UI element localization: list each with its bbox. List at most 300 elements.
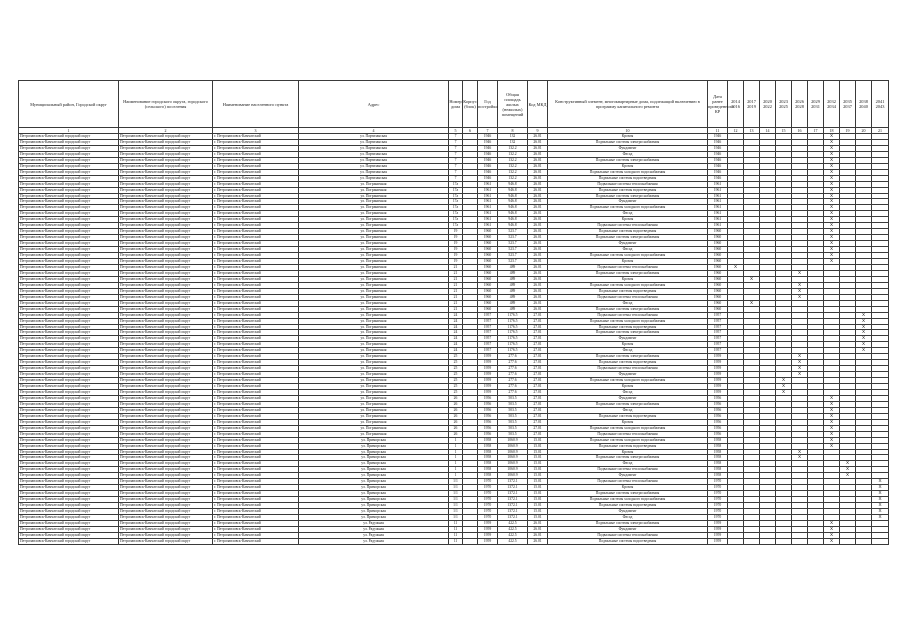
table-cell: 25	[449, 360, 463, 366]
table-cell: 1961	[478, 187, 498, 193]
column-number: 14	[760, 128, 776, 134]
table-cell: Петропавловск-Камчатский городской округ	[19, 330, 119, 336]
table-cell: г. Петропавловск-Камчатский	[213, 294, 299, 300]
table-cell: ул. Пограничная	[299, 324, 449, 330]
column-header: Номер дома	[449, 81, 463, 128]
table-cell: 1956	[708, 425, 728, 431]
table-cell: 1960	[478, 241, 498, 247]
table-cell: 27.01	[528, 425, 548, 431]
table-cell: г. Петропавловск-Камчатский	[213, 360, 299, 366]
table-cell: г. Петропавловск-Камчатский	[213, 276, 299, 282]
table-cell: г. Петропавловск-Камчатский	[213, 473, 299, 479]
table-cell: 277.6	[498, 372, 528, 378]
table-cell: ул. Пограничная	[299, 294, 449, 300]
table-cell: 26.01	[528, 134, 548, 140]
table-cell: 1959	[478, 520, 498, 526]
table-cell: 1/1	[449, 509, 463, 515]
table-cell: ул. Пограничная	[299, 348, 449, 354]
table-cell: 1946	[708, 169, 728, 175]
table-cell: Петропавловск-Камчатский городской округ	[119, 259, 213, 265]
table-cell: 26.01	[528, 175, 548, 181]
table-cell: 7	[449, 175, 463, 181]
table-cell: ул. Радужная	[299, 532, 449, 538]
table-cell: 523.7	[498, 259, 528, 265]
table-cell: 1959	[708, 378, 728, 384]
table-cell: 1372.1	[498, 479, 528, 485]
table-cell: ул. Приморская	[299, 473, 449, 479]
table-cell: 7	[449, 157, 463, 163]
table-cell: 1946	[478, 175, 498, 181]
table-cell: Петропавловск-Камчатский городской округ	[19, 342, 119, 348]
table-cell: Петропавловск-Камчатский городской округ	[19, 259, 119, 265]
table-cell: Кровля	[548, 384, 708, 390]
table-cell: Петропавловск-Камчатский городской округ	[119, 247, 213, 253]
table-cell: 24	[449, 342, 463, 348]
table-cell: ул. Пограничная	[299, 253, 449, 259]
table-cell: Петропавловск-Камчатский городской округ	[19, 205, 119, 211]
table-cell: 25	[449, 389, 463, 395]
schedule-mark-cell: X	[824, 526, 840, 532]
schedule-mark-cell: X	[872, 491, 889, 497]
table-cell: Петропавловск-Камчатский городской округ	[19, 461, 119, 467]
table-cell: 1958	[478, 449, 498, 455]
table-cell: 132.2	[498, 175, 528, 181]
table-cell: Петропавловск-Камчатский городской округ	[19, 312, 119, 318]
column-number: 15	[776, 128, 792, 134]
table-cell: 1959	[708, 360, 728, 366]
table-cell: 26.01	[528, 187, 548, 193]
table-cell: г. Петропавловск-Камчатский	[213, 151, 299, 157]
table-cell: Петропавловск-Камчатский городской округ	[119, 241, 213, 247]
table-cell: Петропавловск-Камчатский городской округ	[119, 437, 213, 443]
table-cell: 1060.9	[498, 467, 528, 473]
table-cell: ул. Приморская	[299, 509, 449, 515]
table-cell: Петропавловск-Камчатский городской округ	[19, 384, 119, 390]
table-cell: Петропавловск-Камчатский городской округ	[119, 199, 213, 205]
schedule-mark-cell: X	[824, 407, 840, 413]
table-cell: 15.01	[528, 515, 548, 521]
table-cell: 15.01	[528, 479, 548, 485]
table-cell: 422.5	[498, 538, 528, 544]
schedule-mark-cell: X	[840, 461, 856, 467]
schedule-mark-cell: X	[824, 235, 840, 241]
table-cell: ул. Пограничная	[299, 181, 449, 187]
table-cell: 15.01	[528, 449, 548, 455]
table-cell: Петропавловск-Камчатский городской округ	[119, 336, 213, 342]
column-number: 3	[213, 128, 299, 134]
table-cell: 946.8	[498, 187, 528, 193]
schedule-mark-cell: X	[824, 193, 840, 199]
schedule-mark-cell: X	[824, 157, 840, 163]
table-cell: 15.01	[528, 437, 548, 443]
table-cell: 489	[498, 288, 528, 294]
schedule-mark-cell: X	[856, 324, 872, 330]
table-cell: 11	[449, 538, 463, 544]
table-cell: ул. Радужная	[299, 526, 449, 532]
column-header: Корпус (блок)	[463, 81, 478, 128]
table-cell: Петропавловск-Камчатский городской округ	[119, 157, 213, 163]
column-number: 8	[498, 128, 528, 134]
table-cell: 946.8	[498, 211, 528, 217]
table-cell: г. Петропавловск-Камчатский	[213, 235, 299, 241]
column-number: 2	[119, 128, 213, 134]
schedule-mark-cell: X	[824, 139, 840, 145]
table-cell: г. Петропавловск-Камчатский	[213, 318, 299, 324]
table-cell: 503.5	[498, 413, 528, 419]
schedule-mark-cell: X	[872, 497, 889, 503]
table-cell: ул. Пограничная	[299, 205, 449, 211]
table-cell: г. Петропавловск-Камчатский	[213, 259, 299, 265]
table-cell: Петропавловск-Камчатский городской округ	[119, 175, 213, 181]
table-cell: 132.2	[498, 151, 528, 157]
table-cell: 25	[449, 354, 463, 360]
table-cell: 27.01	[528, 419, 548, 425]
table-cell: Петропавловск-Камчатский городской округ	[119, 413, 213, 419]
table-cell: 1960	[478, 294, 498, 300]
table-cell: 1957	[708, 324, 728, 330]
table-cell: 27.01	[528, 354, 548, 360]
table-cell: 26.01	[528, 532, 548, 538]
schedule-mark-cell: X	[824, 163, 840, 169]
schedule-mark-cell	[760, 538, 776, 544]
table-cell: Фундамент	[548, 372, 708, 378]
table-cell: 1960	[478, 276, 498, 282]
table-cell: Петропавловск-Камчатский городской округ	[119, 134, 213, 140]
table-cell: 27.01	[528, 372, 548, 378]
table-cell: Подвальные системы электроснабжения	[548, 235, 708, 241]
table-cell: 27.01	[528, 384, 548, 390]
schedule-mark-cell: X	[824, 419, 840, 425]
column-header: 2023 2025	[776, 81, 792, 128]
table-cell: 21	[449, 276, 463, 282]
schedule-mark-cell: X	[824, 437, 840, 443]
table-cell: 1946	[708, 151, 728, 157]
schedule-mark-cell: X	[792, 288, 808, 294]
table-cell: 26	[449, 407, 463, 413]
table-cell: г. Петропавловск-Камчатский	[213, 282, 299, 288]
schedule-mark-cell: X	[792, 455, 808, 461]
table-cell: 1960	[708, 259, 728, 265]
table-cell: ул. Приморская	[299, 461, 449, 467]
table-cell: 1970	[478, 491, 498, 497]
table-cell: Петропавловск-Камчатский городской округ	[119, 211, 213, 217]
table-cell: 26.01	[528, 288, 548, 294]
table-cell: 26.01	[528, 259, 548, 265]
table-cell: Петропавловск-Камчатский городской округ	[19, 479, 119, 485]
table-cell: ул. Приморская	[299, 491, 449, 497]
schedule-mark-cell: X	[824, 175, 840, 181]
table-cell: 24	[449, 324, 463, 330]
schedule-mark-cell: X	[824, 395, 840, 401]
schedule-mark-cell: X	[824, 431, 840, 437]
table-cell: 1956	[478, 431, 498, 437]
table-cell: Петропавловск-Камчатский городской округ	[119, 395, 213, 401]
table-cell: 1176.5	[498, 342, 528, 348]
table-cell: 1/1	[449, 485, 463, 491]
table-cell: 15.01	[528, 503, 548, 509]
table-cell: 26	[449, 431, 463, 437]
table-cell: г. Петропавловск-Камчатский	[213, 223, 299, 229]
table-cell: ул. Пограничная	[299, 413, 449, 419]
schedule-mark-cell	[840, 538, 856, 544]
table-cell: 1956	[708, 401, 728, 407]
table-cell: Петропавловск-Камчатский городской округ	[119, 139, 213, 145]
table-cell: 1957	[478, 312, 498, 318]
schedule-mark-cell: X	[824, 199, 840, 205]
table-cell: ул. Партизанская	[299, 145, 449, 151]
table-cell: Петропавловск-Камчатский городской округ	[119, 503, 213, 509]
table-cell: 1960	[478, 306, 498, 312]
schedule-mark-cell: X	[824, 413, 840, 419]
table-cell: 1060.9	[498, 437, 528, 443]
table-cell: ул. Пограничная	[299, 401, 449, 407]
table-cell: 1	[449, 437, 463, 443]
table-cell: ул. Пограничная	[299, 354, 449, 360]
table-cell: Петропавловск-Камчатский городской округ	[119, 538, 213, 544]
table-cell: 1959	[478, 389, 498, 395]
table-cell: 132.2	[498, 157, 528, 163]
table-cell	[463, 538, 478, 544]
table-cell: Петропавловск-Камчатский городской округ	[119, 354, 213, 360]
table-cell: 1961	[478, 193, 498, 199]
table-cell: Петропавловск-Камчатский городской округ	[119, 169, 213, 175]
table-cell: 15.01	[528, 467, 548, 473]
schedule-mark-cell: X	[776, 384, 792, 390]
column-number: 20	[856, 128, 872, 134]
table-cell: 1970	[708, 479, 728, 485]
table-cell: 1958	[478, 443, 498, 449]
table-cell: ул. Пограничная	[299, 395, 449, 401]
table-cell: г. Петропавловск-Камчатский	[213, 288, 299, 294]
table-cell: 946.8	[498, 181, 528, 187]
table-cell: Подвальные системы электроснабжения	[548, 491, 708, 497]
table-cell: 1956	[478, 407, 498, 413]
table-cell: ул. Пограничная	[299, 229, 449, 235]
column-header: 2026 2028	[792, 81, 808, 128]
table-cell: г. Петропавловск-Камчатский	[213, 401, 299, 407]
table-cell: Петропавловск-Камчатский городской округ	[19, 449, 119, 455]
table-cell: 26.01	[528, 217, 548, 223]
table-cell: г. Петропавловск-Камчатский	[213, 306, 299, 312]
table-cell: Петропавловск-Камчатский городской округ	[119, 151, 213, 157]
column-header: 2035 2037	[840, 81, 856, 128]
table-cell: г. Петропавловск-Камчатский	[213, 407, 299, 413]
table-cell: 21	[449, 288, 463, 294]
column-number: 19	[840, 128, 856, 134]
table-cell: г. Петропавловск-Камчатский	[213, 354, 299, 360]
table-cell: 1961	[708, 181, 728, 187]
schedule-mark-cell: X	[824, 187, 840, 193]
table-cell: ул. Приморская	[299, 455, 449, 461]
table-cell: Петропавловск-Камчатский городской округ	[19, 503, 119, 509]
table-cell: Фундамент	[548, 145, 708, 151]
table-cell: Фундамент	[548, 509, 708, 515]
table-cell: ул. Пограничная	[299, 431, 449, 437]
schedule-mark-cell: X	[792, 282, 808, 288]
table-cell: 26.01	[528, 526, 548, 532]
table-cell: 17а	[449, 193, 463, 199]
table-cell: 25	[449, 384, 463, 390]
table-cell: Подвальные системы холодного водоснабжения	[548, 169, 708, 175]
table-cell: Петропавловск-Камчатский городской округ	[19, 437, 119, 443]
table-cell: ул. Пограничная	[299, 282, 449, 288]
table-cell: 1	[449, 449, 463, 455]
table-cell: 1970	[708, 515, 728, 521]
table-cell: 277.6	[498, 366, 528, 372]
table-cell: Подвальные системы теплоснабжения	[548, 366, 708, 372]
table-cell: 1958	[708, 473, 728, 479]
table-cell: 26	[449, 419, 463, 425]
table-cell: 1961	[478, 211, 498, 217]
table-cell: 946.8	[498, 217, 528, 223]
schedule-mark-cell	[728, 538, 744, 544]
table-cell: 1372.1	[498, 509, 528, 515]
table-cell: 26.01	[528, 241, 548, 247]
schedule-mark-cell: X	[792, 294, 808, 300]
table-cell: Петропавловск-Камчатский городской округ	[119, 342, 213, 348]
table-cell: 1957	[708, 348, 728, 354]
table-cell: 1957	[708, 312, 728, 318]
table-cell: 26.01	[528, 151, 548, 157]
schedule-mark-cell: X	[824, 217, 840, 223]
table-cell: 26.01	[528, 235, 548, 241]
table-cell: г. Петропавловск-Камчатский	[213, 270, 299, 276]
schedule-mark-cell: X	[856, 336, 872, 342]
schedule-mark-cell: X	[824, 247, 840, 253]
table-cell: 19	[449, 235, 463, 241]
table-cell: ул. Пограничная	[299, 312, 449, 318]
table-cell: 503.5	[498, 419, 528, 425]
schedule-mark-cell: X	[824, 520, 840, 526]
table-cell: 1970	[478, 509, 498, 515]
table-cell: 15.01	[528, 491, 548, 497]
table-cell: Кровля	[548, 217, 708, 223]
table-cell: 1959	[708, 354, 728, 360]
table-cell: Петропавловск-Камчатский городской округ	[19, 401, 119, 407]
table-cell: 15.01	[528, 497, 548, 503]
table-cell: 1	[449, 461, 463, 467]
table-cell: г. Петропавловск-Камчатский	[213, 324, 299, 330]
table-cell: 1	[449, 473, 463, 479]
table-cell: 132.2	[498, 145, 528, 151]
table-cell: 1959	[478, 378, 498, 384]
table-cell: 15.01	[528, 461, 548, 467]
table-cell: Петропавловск-Камчатский городской округ	[119, 449, 213, 455]
table-cell: Петропавловск-Камчатский городской округ	[19, 389, 119, 395]
column-number: 10	[548, 128, 708, 134]
table-cell: ул. Пограничная	[299, 235, 449, 241]
table-cell: Подвальные системы холодного водоснабжения	[548, 205, 708, 211]
table-cell: 1959	[478, 366, 498, 372]
table-cell: Петропавловск-Камчатский городской округ	[119, 306, 213, 312]
table-cell: 27.01	[528, 360, 548, 366]
table-cell: г. Петропавловск-Камчатский	[213, 395, 299, 401]
table-cell: 1060.9	[498, 473, 528, 479]
table-cell: 1970	[708, 497, 728, 503]
table-cell: Петропавловск-Камчатский городской округ	[19, 467, 119, 473]
table-cell: 27.01	[528, 330, 548, 336]
table-cell: 489	[498, 306, 528, 312]
table-cell: г. Петропавловск-Камчатский	[213, 461, 299, 467]
table-cell: 15.01	[528, 485, 548, 491]
table-cell: г. Петропавловск-Камчатский	[213, 163, 299, 169]
table-cell: Петропавловск-Камчатский городской округ	[119, 389, 213, 395]
table-cell: ул. Пограничная	[299, 241, 449, 247]
table-cell: Петропавловск-Камчатский городской округ	[19, 163, 119, 169]
table-cell: Кровля	[548, 485, 708, 491]
table-cell: Фасад	[548, 151, 708, 157]
table-cell: 1	[449, 467, 463, 473]
table-cell: 523.7	[498, 253, 528, 259]
table-cell: Петропавловск-Камчатский городской округ	[19, 288, 119, 294]
column-number: 16	[792, 128, 808, 134]
schedule-mark-cell: X	[824, 425, 840, 431]
table-cell: 422.5	[498, 520, 528, 526]
table-cell: Фасад	[548, 407, 708, 413]
table-cell: 132	[498, 134, 528, 140]
table-cell: Петропавловск-Камчатский городской округ	[19, 187, 119, 193]
table-cell: 19	[449, 259, 463, 265]
table-cell: 1946	[478, 169, 498, 175]
table-cell: Подвальные системы электроснабжения	[548, 139, 708, 145]
schedule-mark-cell: X	[856, 330, 872, 336]
table-cell: 26.01	[528, 247, 548, 253]
table-cell: Петропавловск-Камчатский городской округ	[119, 509, 213, 515]
table-cell: ул. Партизанская	[299, 134, 449, 140]
schedule-mark-cell: X	[776, 378, 792, 384]
table-cell: 17а	[449, 199, 463, 205]
table-cell: 422.5	[498, 532, 528, 538]
table-cell: 1957	[478, 324, 498, 330]
table-cell: Фундамент	[548, 473, 708, 479]
table-cell: Петропавловск-Камчатский городской округ	[19, 270, 119, 276]
table-cell: Подвальные системы холодного водоснабжения	[548, 378, 708, 384]
table-cell: г. Петропавловск-Камчатский	[213, 175, 299, 181]
table-cell: г. Петропавловск-Камчатский	[213, 157, 299, 163]
table-cell: г. Петропавловск-Камчатский	[213, 217, 299, 223]
table-cell: 1958	[708, 443, 728, 449]
table-cell: 1958	[708, 455, 728, 461]
table-cell: Петропавловск-Камчатский городской округ	[119, 515, 213, 521]
table-cell: 422.5	[498, 526, 528, 532]
table-cell: ул. Приморская	[299, 467, 449, 473]
table-cell: 21	[449, 282, 463, 288]
schedule-mark-cell: X	[792, 449, 808, 455]
table-cell: 1946	[478, 145, 498, 151]
table-cell: Подвальные системы водоотведения	[548, 503, 708, 509]
table-cell: Кровля	[548, 259, 708, 265]
table-cell: 1958	[708, 437, 728, 443]
table-cell: 1957	[478, 342, 498, 348]
table-cell: 489	[498, 300, 528, 306]
table-cell: Петропавловск-Камчатский городской округ	[119, 223, 213, 229]
table-cell: Петропавловск-Камчатский городской округ	[119, 229, 213, 235]
table-cell: г. Петропавловск-Камчатский	[213, 437, 299, 443]
table-cell: 1956	[478, 395, 498, 401]
table-cell: г. Петропавловск-Камчатский	[213, 503, 299, 509]
table-cell: 1970	[708, 503, 728, 509]
table-cell: 1960	[478, 288, 498, 294]
table-cell: 1176.5	[498, 324, 528, 330]
table-cell: Подвальные системы водоотведения	[548, 187, 708, 193]
table-cell: Кровля	[548, 449, 708, 455]
table-cell: Петропавловск-Камчатский городской округ	[19, 175, 119, 181]
column-header: 2041 2043	[872, 81, 889, 128]
table-cell: 7	[449, 169, 463, 175]
table-cell: 1176.5	[498, 348, 528, 354]
table-cell: 1960	[708, 276, 728, 282]
table-cell: г. Петропавловск-Камчатский	[213, 229, 299, 235]
